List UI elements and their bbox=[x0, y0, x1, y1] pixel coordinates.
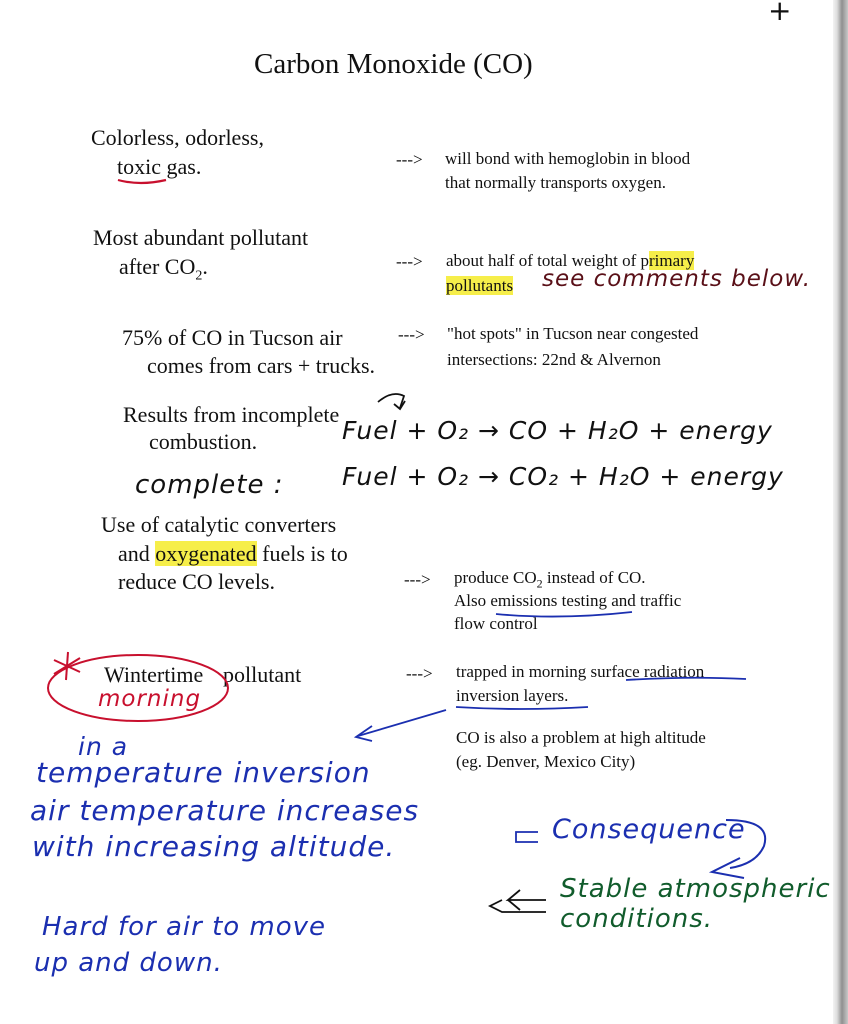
s1-toxic-word: toxic bbox=[117, 154, 161, 179]
stable-left-arrow-outer bbox=[490, 900, 546, 912]
s5-right-line2: Also emissions testing and traffic bbox=[454, 591, 682, 610]
s6-arrow: ---> bbox=[406, 664, 433, 683]
page-title: Carbon Monoxide (CO) bbox=[254, 48, 533, 80]
s3-left-line2: comes from cars + trucks. bbox=[147, 353, 376, 378]
hand-in-a: in a bbox=[78, 732, 129, 761]
s2-pollutants-highlight: pollutants bbox=[446, 276, 514, 295]
s5-left-line2 bbox=[118, 541, 348, 567]
s5-arrow: ---> bbox=[404, 570, 431, 589]
hand-consequence: Consequence bbox=[552, 814, 746, 845]
s1-right-line2: that normally transports oxygen. bbox=[445, 173, 666, 192]
s6-hand-morning: morning bbox=[98, 686, 202, 712]
s4-left-line2: combustion. bbox=[149, 429, 258, 454]
s4-complete-equation: Fuel + O₂ → CO₂ + H₂O + energy bbox=[342, 462, 784, 491]
s5-co2-sub: 2 bbox=[536, 576, 543, 591]
s2-co2-sub: 2 bbox=[195, 268, 203, 284]
blue-pointer-arrow bbox=[358, 710, 446, 736]
s5-and-word: and bbox=[118, 541, 156, 566]
s6-right-line1: trapped in morning surface radiation bbox=[456, 662, 705, 681]
s6-right-line2: inversion layers. bbox=[456, 686, 569, 705]
incomplete-arrow-head bbox=[394, 401, 405, 409]
s4-complete-label: complete : bbox=[135, 470, 284, 500]
page-mark: + bbox=[768, 0, 792, 27]
s2-right-line2 bbox=[446, 274, 513, 298]
s3-arrow: ---> bbox=[398, 325, 425, 344]
hand-up-and-down: up and down. bbox=[34, 948, 223, 978]
s4-left-line1: Results from incomplete bbox=[123, 402, 340, 427]
hand-with-increasing-altitude: with increasing altitude. bbox=[32, 830, 396, 863]
incomplete-arrow-mark bbox=[378, 394, 404, 408]
hand-air-temp-increases: air temperature increases bbox=[30, 794, 420, 827]
blue-pointer-head bbox=[356, 726, 372, 741]
hand-conditions: conditions. bbox=[560, 904, 714, 934]
toxic-underline bbox=[118, 180, 166, 183]
s1-right-line1: will bond with hemoglobin in blood bbox=[445, 149, 691, 168]
s5-instead-text: instead of CO. bbox=[542, 568, 646, 587]
s2-left-line1: Most abundant pollutant bbox=[93, 225, 309, 250]
s5-left-line3: reduce CO levels. bbox=[118, 569, 275, 594]
s1-gas-word: gas. bbox=[161, 154, 202, 179]
scan-edge bbox=[833, 0, 848, 1024]
s6-pollutant: pollutant bbox=[223, 662, 302, 687]
s1-arrow: ---> bbox=[396, 150, 423, 169]
s2-hand-note: see comments below. bbox=[542, 266, 812, 292]
hand-hard-for-air: Hard for air to move bbox=[42, 912, 327, 942]
s3-right-line1: "hot spots" in Tucson near congested bbox=[447, 324, 699, 343]
s6-right-line4: (eg. Denver, Mexico City) bbox=[456, 752, 636, 771]
s2-arrow: ---> bbox=[396, 252, 423, 271]
s2-period: . bbox=[202, 254, 208, 279]
s5-fuels-text: fuels is to bbox=[256, 541, 348, 566]
s2-right-text: about half of total weight of p bbox=[446, 251, 650, 270]
red-star-icon bbox=[54, 652, 80, 680]
stable-left-arrow bbox=[508, 890, 546, 910]
hand-temperature-inversion: temperature inversion bbox=[36, 756, 371, 789]
hand-stable-atmospheric: Stable atmospheric bbox=[560, 874, 831, 904]
s5-right-line3: flow control bbox=[454, 614, 538, 633]
s3-right-line2: intersections: 22nd & Alvernon bbox=[447, 350, 661, 369]
s5-produce-text: produce CO bbox=[454, 568, 537, 587]
s4-incomplete-equation: Fuel + O₂ → CO + H₂O + energy bbox=[342, 416, 773, 445]
s2-co2-text: after CO bbox=[119, 254, 196, 279]
s1-left-line2 bbox=[117, 154, 201, 180]
s5-oxygenated-highlight: oxygenated bbox=[155, 541, 257, 566]
s3-left-line1: 75% of CO in Tucson air bbox=[122, 325, 343, 350]
s2-primary-highlight: rimary bbox=[649, 251, 695, 270]
s2-left-line2 bbox=[119, 254, 208, 284]
s5-left-line1: Use of catalytic converters bbox=[101, 512, 337, 537]
s6-wintertime: Wintertime bbox=[104, 662, 204, 687]
s1-left-line1: Colorless, odorless, bbox=[91, 125, 264, 150]
s6-right-line3: CO is also a problem at high altitude bbox=[456, 728, 706, 747]
consequence-left-arrow bbox=[516, 832, 538, 842]
